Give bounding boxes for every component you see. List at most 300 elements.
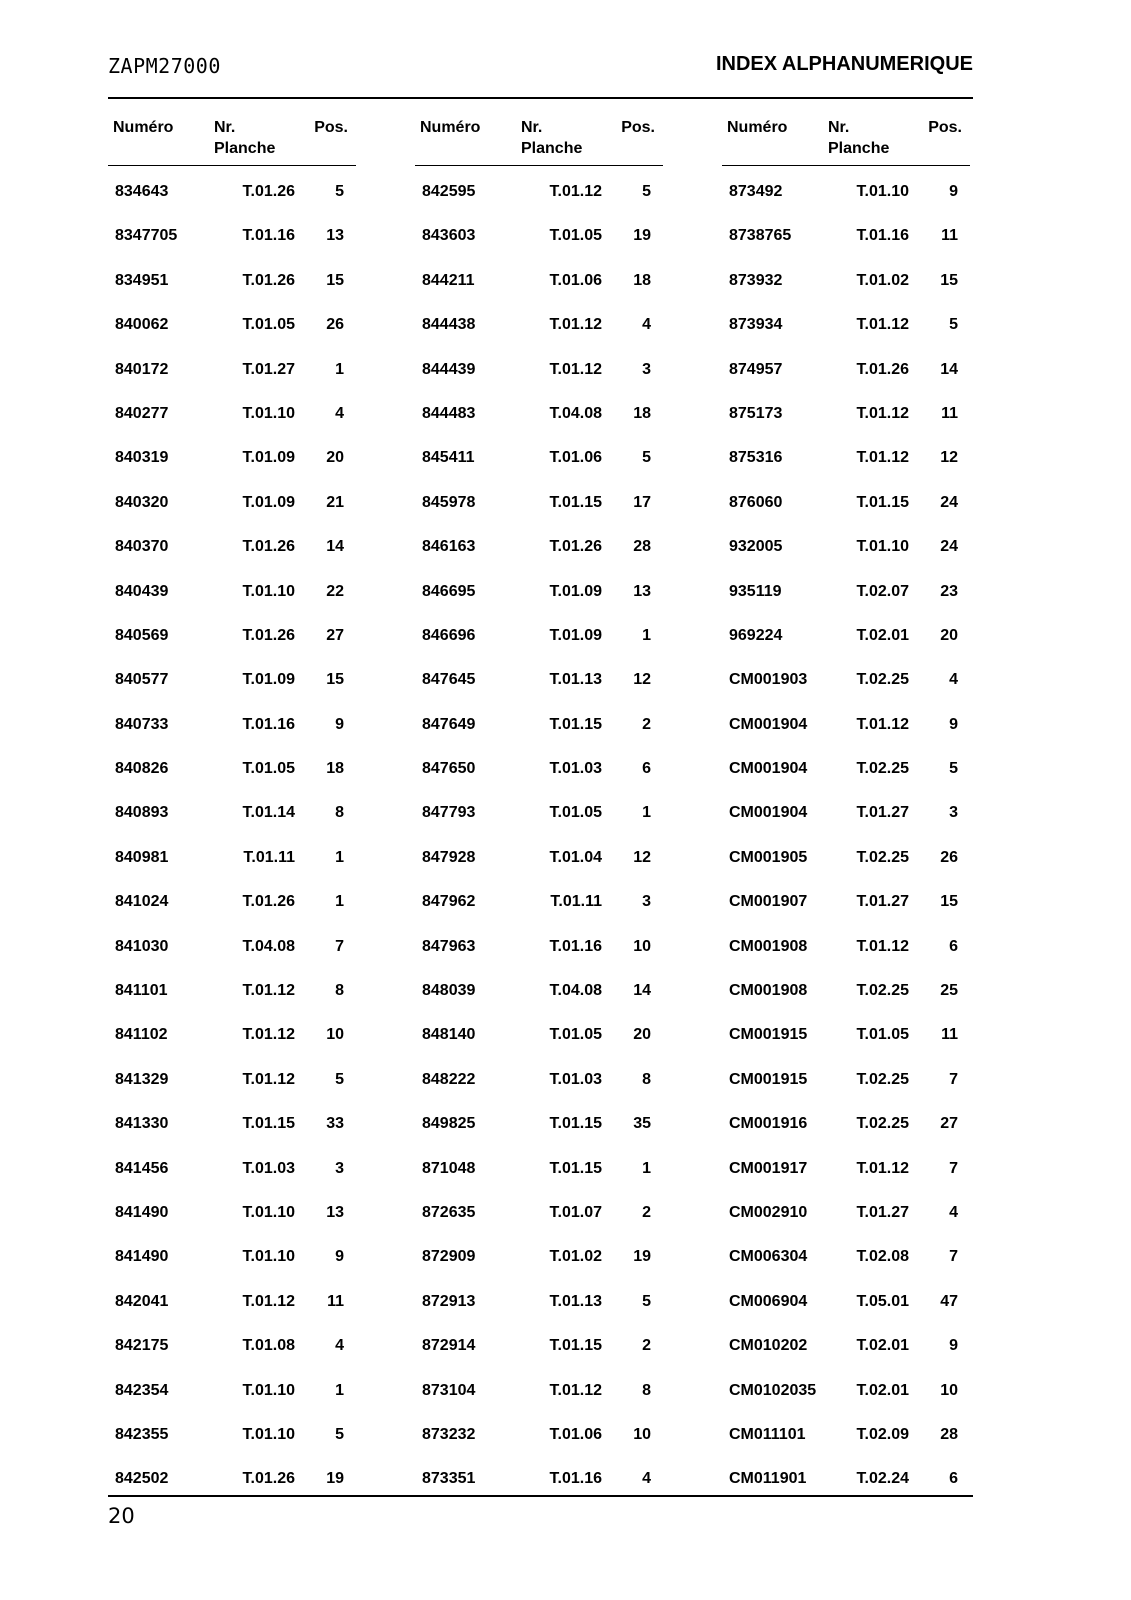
table-row [415,573,663,617]
table-row [722,750,970,794]
part-number: CM001907 [729,893,808,911]
table-row [108,1238,356,1282]
position-number: 1 [335,360,344,378]
part-number: 840569 [115,626,169,644]
column-rows [722,173,970,1505]
plate-number: T.01.10 [242,1248,295,1266]
plate-number: T.01.26 [242,183,295,200]
plate-number: T.01.09 [242,449,295,467]
table-row [722,528,970,572]
position-number: 6 [949,1470,958,1488]
position-number: 20 [940,626,958,644]
table-row [722,1238,970,1282]
position-number: 10 [633,1425,651,1443]
table-row [415,484,663,528]
table-row [415,1460,663,1504]
plate-number: T.01.12 [856,1159,909,1177]
position-number: 15 [940,893,958,911]
part-number: 840439 [115,582,169,600]
part-number: 840320 [115,493,169,511]
part-number: 872914 [422,1337,476,1355]
table-row [108,528,356,572]
table-row [108,439,356,483]
position-number: 5 [642,183,651,200]
plate-number: T.04.08 [549,982,602,1000]
position-number: 7 [949,1159,958,1177]
column-rows [415,173,663,1505]
position-number: 13 [326,227,344,245]
position-number: 10 [326,1026,344,1044]
part-number: 842175 [115,1337,169,1355]
plate-number: T.04.08 [549,404,602,422]
table-row [722,706,970,750]
plate-number: T.01.12 [549,1381,602,1399]
position-number: 2 [642,1203,651,1221]
plate-number: T.01.13 [549,671,602,689]
plate-number: T.01.27 [856,893,909,911]
part-number: 845411 [422,449,475,467]
position-number: 7 [335,937,344,955]
position-number: 19 [326,1470,344,1488]
part-number: 841329 [115,1070,169,1088]
position-number: 22 [326,582,344,600]
table-row [722,928,970,972]
plate-number: T.01.04 [549,848,602,866]
part-number: 847793 [422,804,476,822]
position-number: 18 [326,760,344,778]
position-number: 5 [642,449,651,467]
column-header [108,117,356,166]
plate-number: T.01.09 [242,671,295,689]
position-number: 11 [941,227,958,245]
position-number: 5 [949,760,958,778]
table-row [415,1061,663,1105]
table-row [415,1416,663,1460]
table-row [415,928,663,972]
position-number: 8 [642,1070,651,1088]
part-number: CM001915 [729,1070,808,1088]
plate-number: T.01.05 [856,1026,909,1044]
position-number: 1 [335,1381,344,1399]
table-row [722,351,970,395]
plate-number: T.01.02 [856,271,909,289]
plate-number: T.02.01 [856,626,909,644]
position-number: 12 [940,449,958,467]
plate-number: T.01.26 [856,360,909,378]
table-row [722,439,970,483]
position-number: 7 [949,1248,958,1266]
part-number: 842595 [422,183,476,200]
table-row [415,706,663,750]
table-row [722,1016,970,1060]
part-number: 841330 [115,1115,169,1133]
part-number: 841024 [115,893,169,911]
index-column-1 [108,117,356,1505]
part-number: 847963 [422,937,476,955]
header-divider [108,97,973,99]
table-row [722,217,970,261]
header-pos: Pos. [621,119,655,136]
table-row [415,262,663,306]
part-number: CM001915 [729,1026,808,1044]
position-number: 13 [326,1203,344,1221]
table-row [415,617,663,661]
plate-number: T.01.16 [242,715,295,733]
part-number: 847649 [422,715,476,733]
position-number: 7 [949,1070,958,1088]
table-row [108,1283,356,1327]
part-number: 875316 [729,449,783,467]
table-row [722,794,970,838]
position-number: 4 [642,316,651,334]
table-row [108,573,356,617]
table-row [415,794,663,838]
plate-number: T.01.10 [242,582,295,600]
position-number: 25 [940,982,958,1000]
position-number: 5 [335,183,344,200]
position-number: 2 [642,715,651,733]
header-planche-label: Planche [521,140,583,157]
plate-number: T.01.06 [549,449,602,467]
part-number: 848222 [422,1070,476,1088]
part-number: 873932 [729,271,783,289]
plate-number: T.05.01 [856,1292,909,1310]
part-number: 840981 [115,848,169,866]
table-row [415,839,663,883]
plate-number: T.01.05 [242,760,295,778]
table-row [722,1416,970,1460]
plate-number: T.01.12 [242,982,295,1000]
position-number: 11 [941,404,958,422]
part-number: 842502 [115,1470,169,1488]
part-number: 842041 [115,1292,169,1310]
position-number: 5 [949,316,958,334]
header-numero: Numéro [113,119,174,136]
part-number: 841490 [115,1248,169,1266]
header-nr-label: Nr. [521,119,543,136]
position-number: 33 [326,1115,344,1133]
part-number: 876060 [729,493,783,511]
position-number: 1 [642,626,651,644]
plate-number: T.02.25 [856,671,909,689]
plate-number: T.01.15 [549,493,602,511]
plate-number: T.01.12 [242,1292,295,1310]
plate-number: T.01.06 [549,271,602,289]
position-number: 3 [335,1159,344,1177]
position-number: 15 [940,271,958,289]
part-number: CM001903 [729,671,808,689]
plate-number: T.02.01 [856,1381,909,1399]
part-number: 841101 [115,982,168,1000]
plate-number: T.01.26 [242,1470,295,1488]
position-number: 35 [633,1115,651,1133]
part-number: 872913 [422,1292,476,1310]
table-row [722,1327,970,1371]
position-number: 8 [642,1381,651,1399]
plate-number: T.01.03 [549,760,602,778]
plate-number: T.02.25 [856,1115,909,1133]
table-row [722,1372,970,1416]
table-row [415,1194,663,1238]
table-row [722,262,970,306]
plate-number: T.01.15 [549,715,602,733]
part-number: 843603 [422,227,476,245]
table-row [108,883,356,927]
position-number: 2 [642,1337,651,1355]
position-number: 4 [335,404,344,422]
plate-number: T.02.07 [856,582,909,600]
table-row [108,484,356,528]
header-planche [828,117,889,159]
plate-number: T.02.25 [856,1070,909,1088]
plate-number: T.01.11 [243,848,295,866]
plate-number: T.01.12 [242,1070,295,1088]
plate-number: T.01.10 [242,1425,295,1443]
position-number: 9 [335,1248,344,1266]
position-number: 18 [633,404,651,422]
table-row [722,839,970,883]
part-number: 871048 [422,1159,476,1177]
plate-number: T.01.03 [242,1159,295,1177]
plate-number: T.01.06 [549,1425,602,1443]
part-number: 844439 [422,360,476,378]
plate-number: T.01.10 [242,1381,295,1399]
part-number: 847962 [422,893,476,911]
table-row [415,1283,663,1327]
table-row [108,1194,356,1238]
table-row [108,306,356,350]
part-number: 8738765 [729,227,792,245]
position-number: 20 [633,1026,651,1044]
header-pos: Pos. [314,119,348,136]
position-number: 21 [326,493,344,511]
header-planche-label: Planche [828,140,890,157]
table-row [108,395,356,439]
part-number: 872909 [422,1248,476,1266]
part-number: 873351 [422,1470,476,1488]
plate-number: T.01.05 [242,316,295,334]
plate-number: T.01.16 [856,227,909,245]
position-number: 1 [642,804,651,822]
header-planche-label: Planche [214,140,276,157]
plate-number: T.01.09 [549,626,602,644]
plate-number: T.01.16 [549,1470,602,1488]
table-row [108,706,356,750]
part-number: 848140 [422,1026,476,1044]
plate-number: T.01.11 [550,893,602,911]
plate-number: T.01.10 [856,538,909,556]
plate-number: T.01.12 [549,360,602,378]
position-number: 8 [335,982,344,1000]
plate-number: T.01.26 [242,271,295,289]
plate-number: T.01.05 [549,227,602,245]
page-title: INDEX ALPHANUMERIQUE [715,53,973,75]
part-number: 840062 [115,316,169,334]
table-row [722,1150,970,1194]
plate-number: T.01.07 [549,1203,602,1221]
table-row [108,1416,356,1460]
table-row [415,883,663,927]
plate-number: T.01.12 [856,316,909,334]
table-row [415,439,663,483]
position-number: 11 [327,1292,344,1310]
plate-number: T.01.27 [856,1203,909,1221]
position-number: 28 [633,538,651,556]
table-row [415,750,663,794]
plate-number: T.01.09 [549,582,602,600]
position-number: 27 [326,626,344,644]
table-row [108,1016,356,1060]
table-row [415,306,663,350]
plate-number: T.01.10 [856,183,909,200]
part-number: 840172 [115,360,169,378]
plate-number: T.01.15 [856,493,909,511]
part-number: CM011101 [729,1425,806,1443]
part-number: 847650 [422,760,476,778]
position-number: 4 [642,1470,651,1488]
table-row [108,839,356,883]
plate-number: T.01.26 [242,538,295,556]
part-number: 873492 [729,183,783,200]
header-numero: Numéro [420,119,481,136]
position-number: 4 [949,1203,958,1221]
table-row [108,794,356,838]
table-row [722,883,970,927]
table-row [415,661,663,705]
page-number: 20 [108,1504,135,1528]
part-number: 873104 [422,1381,476,1399]
plate-number: T.01.14 [242,804,295,822]
table-row [722,1105,970,1149]
plate-number: T.04.08 [242,937,295,955]
position-number: 24 [940,493,958,511]
position-number: 17 [633,493,651,511]
table-row [415,1372,663,1416]
position-number: 24 [940,538,958,556]
part-number: CM001917 [729,1159,808,1177]
position-number: 3 [642,360,651,378]
table-row [108,351,356,395]
plate-number: T.01.05 [549,804,602,822]
plate-number: T.01.26 [242,893,295,911]
part-number: 841030 [115,937,169,955]
position-number: 20 [326,449,344,467]
plate-number: T.01.12 [856,715,909,733]
part-number: 8347705 [115,227,178,245]
table-row [108,1327,356,1371]
column-header [415,117,663,166]
position-number: 9 [949,183,958,200]
part-number: 834951 [115,271,169,289]
table-row [415,972,663,1016]
position-number: 6 [642,760,651,778]
part-number: 846695 [422,582,476,600]
table-row [415,1327,663,1371]
part-number: 847645 [422,671,476,689]
part-number: 846163 [422,538,476,556]
table-row [108,1061,356,1105]
position-number: 9 [949,1337,958,1355]
table-row [108,1372,356,1416]
part-number: 842355 [115,1425,169,1443]
position-number: 9 [335,715,344,733]
part-number: 840277 [115,404,169,422]
plate-number: T.02.24 [856,1470,909,1488]
table-row [108,1105,356,1149]
plate-number: T.02.01 [856,1337,909,1355]
part-number: 840370 [115,538,169,556]
table-row [415,395,663,439]
position-number: 14 [326,538,344,556]
header-planche [521,117,582,159]
part-number: 840893 [115,804,169,822]
table-row [415,351,663,395]
table-row [108,617,356,661]
part-number: 840826 [115,760,169,778]
plate-number: T.01.27 [242,360,295,378]
header-planche [214,117,275,159]
plate-number: T.01.10 [242,1203,295,1221]
plate-number: T.01.12 [549,316,602,334]
table-row [415,528,663,572]
plate-number: T.01.15 [549,1159,602,1177]
table-row [108,928,356,972]
table-row [722,484,970,528]
column-rows [108,173,356,1505]
part-number: 872635 [422,1203,476,1221]
part-number: CM002910 [729,1203,808,1221]
plate-number: T.01.03 [549,1070,602,1088]
part-number: CM006304 [729,1248,808,1266]
plate-number: T.01.12 [856,449,909,467]
position-number: 19 [633,227,651,245]
plate-number: T.01.12 [856,937,909,955]
table-row [722,1061,970,1105]
part-number: 848039 [422,982,476,1000]
position-number: 13 [633,582,651,600]
table-row [722,395,970,439]
table-row [108,661,356,705]
table-row [415,1105,663,1149]
part-number: 873934 [729,316,783,334]
header-pos: Pos. [928,119,962,136]
plate-number: T.01.09 [242,493,295,511]
position-number: 5 [335,1425,344,1443]
part-number: 849825 [422,1115,476,1133]
plate-number: T.01.15 [242,1115,295,1133]
plate-number: T.01.26 [242,626,295,644]
plate-number: T.02.25 [856,982,909,1000]
position-number: 1 [335,848,344,866]
part-number: 834643 [115,183,169,200]
part-number: 844483 [422,404,476,422]
part-number: 846696 [422,626,476,644]
index-column-2 [415,117,663,1505]
position-number: 19 [633,1248,651,1266]
plate-number: T.01.08 [242,1337,295,1355]
part-number: 875173 [729,404,783,422]
table-row [415,1238,663,1282]
position-number: 18 [633,271,651,289]
plate-number: T.01.27 [856,804,909,822]
table-row [722,1194,970,1238]
plate-number: T.01.05 [549,1026,602,1044]
part-number: CM001916 [729,1115,808,1133]
part-number: 841490 [115,1203,169,1221]
position-number: 28 [940,1425,958,1443]
table-row [415,1016,663,1060]
table-row [722,306,970,350]
